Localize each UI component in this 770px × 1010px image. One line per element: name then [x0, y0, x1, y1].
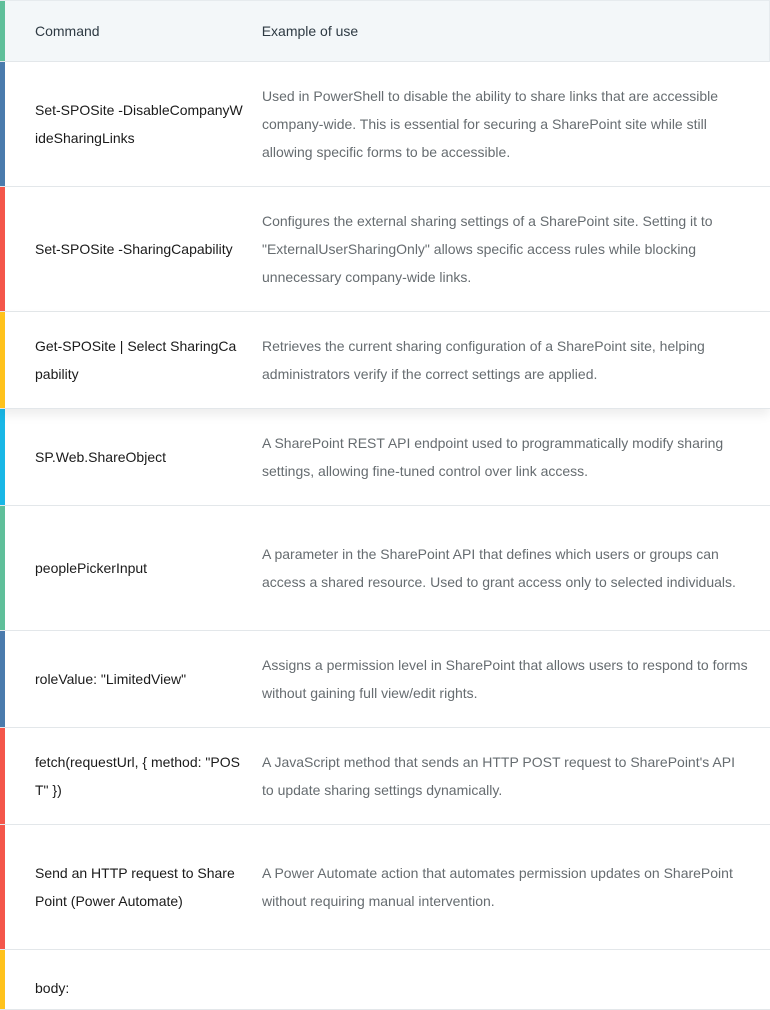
row-accent-bar [0, 312, 5, 408]
row-accent-bar [0, 950, 5, 1009]
row-accent-bar [0, 825, 5, 949]
description-cell: Configures the external sharing settings of a SharePoint site. Setting it to "ExternalUserSharingOnly" allows specific access rules while blocking unnecessary company-wide links. [262, 213, 713, 285]
description-cell: A JavaScript method that sends an HTTP POST request to SharePoint's API to update sharing settings dynamically. [262, 754, 735, 798]
row-accent-bar [0, 409, 5, 505]
command-cell: Send an HTTP request to SharePoint (Power Automate) [35, 865, 235, 909]
table-header-row [0, 0, 770, 62]
table-row [0, 825, 770, 950]
description-cell: A SharePoint REST API endpoint used to programmatically modify sharing settings, allowing fine-tuned control over link access. [262, 435, 724, 479]
table-row [0, 187, 770, 312]
command-cell: body: [35, 980, 70, 996]
command-cell: roleValue: "LimitedView" [35, 671, 187, 687]
description-cell: A parameter in the SharePoint API that defines which users or groups can access a shared resource. Used to grant access only to selected individuals. [262, 546, 736, 590]
table-row [0, 728, 770, 825]
command-cell: SP.Web.ShareObject [35, 449, 167, 465]
command-cell: Set-SPOSite -SharingCapability [35, 241, 233, 257]
row-accent-bar [0, 506, 5, 630]
command-cell: Set-SPOSite -DisableCompanyWideSharingLinks [35, 102, 243, 146]
table-row [0, 950, 770, 1010]
table-row [0, 506, 770, 631]
table-row [0, 631, 770, 728]
command-cell: peoplePickerInput [35, 560, 148, 576]
column-header-command: Command [35, 23, 100, 39]
command-cell: fetch(requestUrl, { method: "POST" }) [35, 754, 240, 798]
row-accent-bar [0, 1, 5, 61]
row-accent-bar [0, 728, 5, 824]
table-row [0, 312, 770, 409]
table-row [0, 409, 770, 506]
description-cell: Retrieves the current sharing configuration of a SharePoint site, helping administrators verify if the correct settings are applied. [262, 338, 705, 382]
command-cell: Get-SPOSite | Select SharingCapability [35, 338, 237, 382]
row-accent-bar [0, 187, 5, 311]
table-row [0, 62, 770, 187]
description-cell: Used in PowerShell to disable the ability to share links that are accessible company-wide. This is essential for securing a SharePoint site while still allowing specific forms to be accessible. [262, 88, 719, 160]
description-cell: Assigns a permission level in SharePoint that allows users to respond to forms without gaining full view/edit rights. [262, 657, 748, 701]
description-cell: A Power Automate action that automates permission updates on SharePoint without requiring manual intervention. [262, 865, 733, 909]
column-header-example: Example of use [261, 23, 359, 39]
row-accent-bar [0, 62, 5, 186]
row-accent-bar [0, 631, 5, 727]
